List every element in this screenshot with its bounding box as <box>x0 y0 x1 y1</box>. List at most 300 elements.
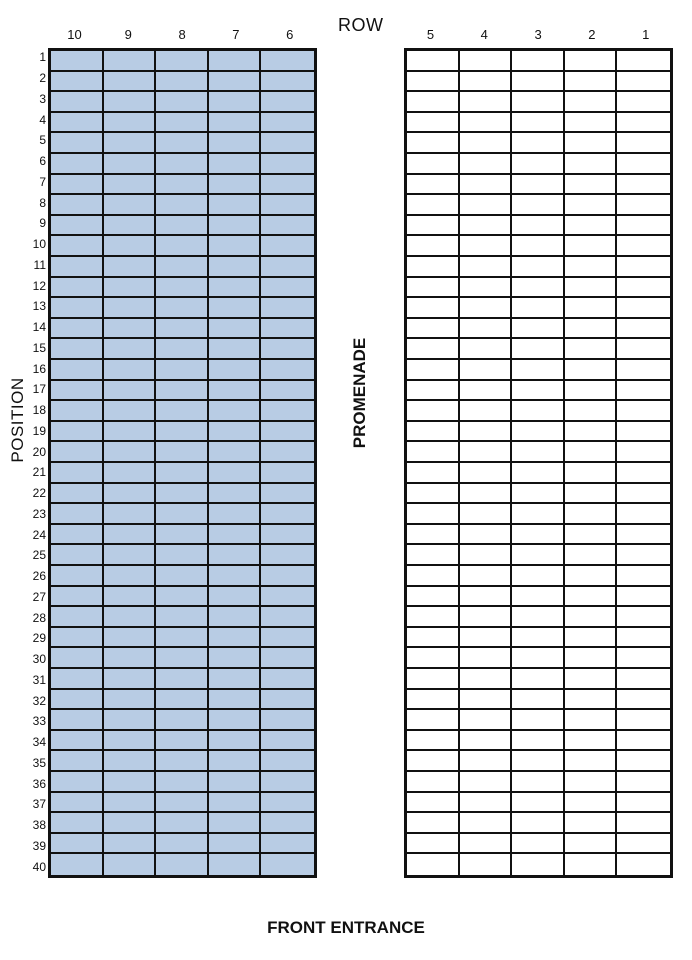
position-number-21: 21 <box>32 465 46 480</box>
seat-cell-right-row-4-pos-36 <box>460 772 513 793</box>
seat-cell-right-row-3-pos-19 <box>512 422 565 443</box>
seat-cell-right-row-3-pos-22 <box>512 484 565 505</box>
seat-cell-left-row-10-pos-11 <box>51 257 104 278</box>
seat-cell-left-row-6-pos-4 <box>261 113 314 134</box>
seat-cell-right-row-2-pos-23 <box>565 504 618 525</box>
seat-cell-right-row-3-pos-17 <box>512 381 565 402</box>
seat-cell-right-row-5-pos-8 <box>407 195 460 216</box>
seat-cell-left-row-6-pos-14 <box>261 319 314 340</box>
seat-cell-right-row-4-pos-9 <box>460 216 513 237</box>
seat-cell-right-row-1-pos-33 <box>617 710 670 731</box>
seat-cell-left-row-7-pos-37 <box>209 793 262 814</box>
seat-cell-right-row-1-pos-31 <box>617 669 670 690</box>
column-label-2: 2 <box>588 27 596 42</box>
seat-cell-left-row-6-pos-3 <box>261 92 314 113</box>
column-label-1: 1 <box>642 27 650 42</box>
seat-cell-right-row-3-pos-3 <box>512 92 565 113</box>
position-number-36: 36 <box>32 776 46 791</box>
seat-cell-right-row-2-pos-22 <box>565 484 618 505</box>
seat-cell-left-row-9-pos-35 <box>104 751 157 772</box>
seat-cell-right-row-1-pos-24 <box>617 525 670 546</box>
seat-cell-right-row-5-pos-27 <box>407 587 460 608</box>
seat-cell-right-row-2-pos-13 <box>565 298 618 319</box>
seat-cell-left-row-8-pos-12 <box>156 278 209 299</box>
seat-cell-right-row-1-pos-40 <box>617 854 670 875</box>
position-number-30: 30 <box>32 652 46 667</box>
column-label-4: 4 <box>480 27 488 42</box>
seat-cell-left-row-8-pos-38 <box>156 813 209 834</box>
seat-cell-right-row-2-pos-24 <box>565 525 618 546</box>
column-label-6: 6 <box>286 27 294 42</box>
seat-cell-right-row-5-pos-28 <box>407 607 460 628</box>
seat-cell-left-row-6-pos-30 <box>261 648 314 669</box>
seat-cell-right-row-4-pos-26 <box>460 566 513 587</box>
seat-cell-right-row-1-pos-12 <box>617 278 670 299</box>
seat-cell-left-row-7-pos-40 <box>209 854 262 875</box>
seat-cell-right-row-5-pos-7 <box>407 175 460 196</box>
position-number-14: 14 <box>32 320 46 335</box>
seat-cell-right-row-3-pos-26 <box>512 566 565 587</box>
position-number-35: 35 <box>32 755 46 770</box>
seat-cell-left-row-10-pos-21 <box>51 463 104 484</box>
seat-cell-right-row-4-pos-33 <box>460 710 513 731</box>
seat-cell-right-row-1-pos-25 <box>617 545 670 566</box>
seat-cell-right-row-4-pos-18 <box>460 401 513 422</box>
seat-cell-left-row-9-pos-4 <box>104 113 157 134</box>
seat-cell-left-row-10-pos-23 <box>51 504 104 525</box>
seat-cell-left-row-6-pos-38 <box>261 813 314 834</box>
seat-cell-left-row-10-pos-20 <box>51 442 104 463</box>
seat-cell-right-row-2-pos-2 <box>565 72 618 93</box>
seat-cell-left-row-6-pos-19 <box>261 422 314 443</box>
seat-cell-right-row-5-pos-40 <box>407 854 460 875</box>
seat-cell-right-row-5-pos-21 <box>407 463 460 484</box>
seat-cell-left-row-10-pos-38 <box>51 813 104 834</box>
seat-cell-right-row-5-pos-4 <box>407 113 460 134</box>
seat-cell-left-row-9-pos-28 <box>104 607 157 628</box>
position-number-6: 6 <box>39 154 46 169</box>
seat-cell-right-row-3-pos-10 <box>512 236 565 257</box>
seat-cell-left-row-7-pos-39 <box>209 834 262 855</box>
seat-cell-left-row-6-pos-28 <box>261 607 314 628</box>
seat-cell-right-row-2-pos-1 <box>565 51 618 72</box>
seat-cell-right-row-1-pos-7 <box>617 175 670 196</box>
seat-cell-left-row-7-pos-19 <box>209 422 262 443</box>
seat-cell-right-row-2-pos-27 <box>565 587 618 608</box>
seat-cell-left-row-7-pos-30 <box>209 648 262 669</box>
seat-cell-left-row-7-pos-9 <box>209 216 262 237</box>
seat-cell-right-row-1-pos-21 <box>617 463 670 484</box>
seat-cell-right-row-3-pos-20 <box>512 442 565 463</box>
seat-cell-left-row-7-pos-20 <box>209 442 262 463</box>
seat-cell-left-row-8-pos-33 <box>156 710 209 731</box>
seat-cell-left-row-10-pos-17 <box>51 381 104 402</box>
seat-cell-right-row-2-pos-25 <box>565 545 618 566</box>
seat-cell-right-row-3-pos-24 <box>512 525 565 546</box>
seat-cell-left-row-10-pos-22 <box>51 484 104 505</box>
seat-cell-left-row-10-pos-15 <box>51 339 104 360</box>
seat-cell-right-row-1-pos-26 <box>617 566 670 587</box>
seat-cell-right-row-1-pos-18 <box>617 401 670 422</box>
seat-cell-left-row-8-pos-39 <box>156 834 209 855</box>
seat-cell-right-row-3-pos-25 <box>512 545 565 566</box>
seat-cell-right-row-2-pos-39 <box>565 834 618 855</box>
seat-cell-right-row-1-pos-27 <box>617 587 670 608</box>
seat-cell-right-row-4-pos-21 <box>460 463 513 484</box>
seat-cell-left-row-7-pos-5 <box>209 133 262 154</box>
seat-cell-left-row-8-pos-19 <box>156 422 209 443</box>
seat-cell-left-row-7-pos-16 <box>209 360 262 381</box>
seating-grid-right <box>404 48 673 878</box>
seat-cell-left-row-7-pos-11 <box>209 257 262 278</box>
seat-cell-right-row-2-pos-7 <box>565 175 618 196</box>
seat-cell-right-row-5-pos-6 <box>407 154 460 175</box>
seat-cell-left-row-9-pos-19 <box>104 422 157 443</box>
seat-cell-right-row-5-pos-31 <box>407 669 460 690</box>
seat-cell-left-row-8-pos-23 <box>156 504 209 525</box>
seat-cell-left-row-10-pos-36 <box>51 772 104 793</box>
seat-cell-right-row-5-pos-36 <box>407 772 460 793</box>
seat-cell-right-row-5-pos-37 <box>407 793 460 814</box>
seat-cell-right-row-1-pos-38 <box>617 813 670 834</box>
seat-cell-right-row-2-pos-40 <box>565 854 618 875</box>
seat-cell-left-row-6-pos-26 <box>261 566 314 587</box>
seat-cell-left-row-8-pos-24 <box>156 525 209 546</box>
seat-cell-left-row-9-pos-37 <box>104 793 157 814</box>
seat-cell-left-row-9-pos-20 <box>104 442 157 463</box>
seat-cell-right-row-3-pos-9 <box>512 216 565 237</box>
seat-cell-left-row-6-pos-16 <box>261 360 314 381</box>
position-number-28: 28 <box>32 610 46 625</box>
seat-cell-left-row-7-pos-35 <box>209 751 262 772</box>
seat-cell-right-row-1-pos-39 <box>617 834 670 855</box>
seat-cell-left-row-9-pos-32 <box>104 690 157 711</box>
seat-cell-right-row-2-pos-31 <box>565 669 618 690</box>
seat-cell-left-row-10-pos-26 <box>51 566 104 587</box>
position-number-17: 17 <box>32 382 46 397</box>
seat-cell-right-row-1-pos-9 <box>617 216 670 237</box>
seat-cell-left-row-7-pos-18 <box>209 401 262 422</box>
seat-cell-left-row-9-pos-22 <box>104 484 157 505</box>
seat-cell-left-row-6-pos-37 <box>261 793 314 814</box>
seat-cell-left-row-10-pos-2 <box>51 72 104 93</box>
seat-cell-left-row-6-pos-40 <box>261 854 314 875</box>
seat-cell-left-row-8-pos-31 <box>156 669 209 690</box>
seat-cell-left-row-8-pos-37 <box>156 793 209 814</box>
seat-cell-right-row-1-pos-4 <box>617 113 670 134</box>
seat-cell-left-row-7-pos-36 <box>209 772 262 793</box>
seat-cell-right-row-3-pos-6 <box>512 154 565 175</box>
seat-cell-left-row-9-pos-34 <box>104 731 157 752</box>
seat-cell-right-row-3-pos-14 <box>512 319 565 340</box>
seat-cell-left-row-6-pos-6 <box>261 154 314 175</box>
seat-cell-left-row-10-pos-1 <box>51 51 104 72</box>
seat-cell-right-row-3-pos-7 <box>512 175 565 196</box>
seat-cell-right-row-4-pos-2 <box>460 72 513 93</box>
seat-cell-right-row-1-pos-36 <box>617 772 670 793</box>
seat-cell-left-row-10-pos-7 <box>51 175 104 196</box>
seat-cell-right-row-1-pos-37 <box>617 793 670 814</box>
seat-cell-left-row-9-pos-9 <box>104 216 157 237</box>
position-number-24: 24 <box>32 527 46 542</box>
seat-cell-left-row-10-pos-13 <box>51 298 104 319</box>
seat-cell-right-row-4-pos-31 <box>460 669 513 690</box>
seat-cell-left-row-7-pos-25 <box>209 545 262 566</box>
seat-cell-left-row-7-pos-10 <box>209 236 262 257</box>
seat-cell-left-row-10-pos-29 <box>51 628 104 649</box>
seat-cell-left-row-8-pos-1 <box>156 51 209 72</box>
seat-cell-right-row-3-pos-1 <box>512 51 565 72</box>
seat-cell-right-row-4-pos-3 <box>460 92 513 113</box>
seat-cell-right-row-2-pos-3 <box>565 92 618 113</box>
seat-cell-right-row-4-pos-24 <box>460 525 513 546</box>
seat-cell-left-row-7-pos-6 <box>209 154 262 175</box>
seat-cell-right-row-2-pos-34 <box>565 731 618 752</box>
seat-cell-right-row-2-pos-16 <box>565 360 618 381</box>
seat-cell-right-row-2-pos-12 <box>565 278 618 299</box>
seat-cell-right-row-5-pos-30 <box>407 648 460 669</box>
seat-cell-left-row-9-pos-33 <box>104 710 157 731</box>
seat-cell-right-row-3-pos-32 <box>512 690 565 711</box>
seat-cell-right-row-3-pos-37 <box>512 793 565 814</box>
seat-cell-right-row-1-pos-6 <box>617 154 670 175</box>
seat-cell-left-row-9-pos-3 <box>104 92 157 113</box>
seat-cell-left-row-10-pos-3 <box>51 92 104 113</box>
seat-cell-left-row-7-pos-34 <box>209 731 262 752</box>
seat-cell-left-row-7-pos-32 <box>209 690 262 711</box>
seat-cell-left-row-6-pos-18 <box>261 401 314 422</box>
seat-cell-right-row-5-pos-16 <box>407 360 460 381</box>
seat-cell-right-row-4-pos-19 <box>460 422 513 443</box>
seat-cell-left-row-10-pos-37 <box>51 793 104 814</box>
seat-cell-right-row-3-pos-29 <box>512 628 565 649</box>
seat-cell-right-row-5-pos-38 <box>407 813 460 834</box>
seat-cell-right-row-2-pos-10 <box>565 236 618 257</box>
seat-cell-right-row-1-pos-29 <box>617 628 670 649</box>
seat-cell-left-row-8-pos-21 <box>156 463 209 484</box>
seat-cell-right-row-3-pos-11 <box>512 257 565 278</box>
seat-cell-left-row-7-pos-21 <box>209 463 262 484</box>
seat-cell-left-row-7-pos-38 <box>209 813 262 834</box>
seat-cell-right-row-3-pos-31 <box>512 669 565 690</box>
seat-cell-left-row-10-pos-30 <box>51 648 104 669</box>
seat-cell-right-row-5-pos-39 <box>407 834 460 855</box>
seat-cell-left-row-8-pos-22 <box>156 484 209 505</box>
front-entrance-label: FRONT ENTRANCE <box>267 918 425 937</box>
seat-cell-right-row-3-pos-21 <box>512 463 565 484</box>
seat-cell-right-row-4-pos-11 <box>460 257 513 278</box>
seat-cell-left-row-10-pos-19 <box>51 422 104 443</box>
seat-cell-left-row-8-pos-14 <box>156 319 209 340</box>
seat-cell-right-row-4-pos-17 <box>460 381 513 402</box>
position-number-4: 4 <box>39 112 46 127</box>
seat-cell-left-row-8-pos-18 <box>156 401 209 422</box>
seat-cell-right-row-2-pos-37 <box>565 793 618 814</box>
position-number-8: 8 <box>39 195 46 210</box>
position-axis-label: POSITION <box>8 377 27 463</box>
seat-cell-right-row-2-pos-15 <box>565 339 618 360</box>
seat-cell-left-row-6-pos-7 <box>261 175 314 196</box>
seat-cell-right-row-4-pos-40 <box>460 854 513 875</box>
seat-cell-left-row-10-pos-5 <box>51 133 104 154</box>
seat-cell-right-row-3-pos-4 <box>512 113 565 134</box>
position-number-18: 18 <box>32 403 46 418</box>
seat-cell-right-row-1-pos-23 <box>617 504 670 525</box>
seat-cell-right-row-1-pos-17 <box>617 381 670 402</box>
seat-cell-right-row-2-pos-36 <box>565 772 618 793</box>
seat-cell-left-row-9-pos-26 <box>104 566 157 587</box>
seat-cell-right-row-2-pos-18 <box>565 401 618 422</box>
seat-cell-right-row-5-pos-1 <box>407 51 460 72</box>
seat-cell-left-row-7-pos-13 <box>209 298 262 319</box>
seat-cell-right-row-5-pos-18 <box>407 401 460 422</box>
seat-cell-left-row-9-pos-7 <box>104 175 157 196</box>
seat-cell-left-row-7-pos-17 <box>209 381 262 402</box>
seat-cell-left-row-8-pos-9 <box>156 216 209 237</box>
seat-cell-right-row-4-pos-8 <box>460 195 513 216</box>
seat-cell-right-row-2-pos-20 <box>565 442 618 463</box>
seat-cell-left-row-7-pos-22 <box>209 484 262 505</box>
seat-cell-right-row-4-pos-6 <box>460 154 513 175</box>
seat-cell-left-row-9-pos-11 <box>104 257 157 278</box>
seat-cell-left-row-6-pos-5 <box>261 133 314 154</box>
seat-cell-right-row-5-pos-13 <box>407 298 460 319</box>
seat-cell-right-row-3-pos-33 <box>512 710 565 731</box>
seat-cell-right-row-4-pos-7 <box>460 175 513 196</box>
seat-cell-right-row-1-pos-2 <box>617 72 670 93</box>
position-number-31: 31 <box>32 672 46 687</box>
seat-cell-right-row-5-pos-24 <box>407 525 460 546</box>
position-number-13: 13 <box>32 299 46 314</box>
seat-cell-right-row-2-pos-26 <box>565 566 618 587</box>
column-label-9: 9 <box>124 27 132 42</box>
seat-cell-left-row-7-pos-31 <box>209 669 262 690</box>
seat-cell-right-row-1-pos-11 <box>617 257 670 278</box>
seat-cell-left-row-6-pos-32 <box>261 690 314 711</box>
seat-cell-left-row-7-pos-1 <box>209 51 262 72</box>
seat-cell-right-row-3-pos-2 <box>512 72 565 93</box>
seat-cell-right-row-4-pos-25 <box>460 545 513 566</box>
seat-cell-left-row-7-pos-7 <box>209 175 262 196</box>
seat-cell-left-row-7-pos-26 <box>209 566 262 587</box>
position-number-15: 15 <box>32 340 46 355</box>
seat-cell-right-row-1-pos-8 <box>617 195 670 216</box>
seat-cell-right-row-4-pos-30 <box>460 648 513 669</box>
seat-cell-right-row-4-pos-38 <box>460 813 513 834</box>
column-label-8: 8 <box>178 27 186 42</box>
seat-cell-right-row-4-pos-13 <box>460 298 513 319</box>
seat-cell-right-row-3-pos-12 <box>512 278 565 299</box>
seat-cell-left-row-7-pos-4 <box>209 113 262 134</box>
seat-cell-right-row-2-pos-30 <box>565 648 618 669</box>
seat-cell-left-row-10-pos-14 <box>51 319 104 340</box>
seat-cell-left-row-8-pos-28 <box>156 607 209 628</box>
seat-cell-left-row-6-pos-9 <box>261 216 314 237</box>
seat-cell-right-row-1-pos-19 <box>617 422 670 443</box>
seat-cell-left-row-7-pos-29 <box>209 628 262 649</box>
seat-cell-left-row-9-pos-6 <box>104 154 157 175</box>
seat-cell-right-row-1-pos-30 <box>617 648 670 669</box>
seat-cell-right-row-3-pos-18 <box>512 401 565 422</box>
seat-cell-left-row-10-pos-10 <box>51 236 104 257</box>
seat-cell-right-row-3-pos-35 <box>512 751 565 772</box>
position-number-23: 23 <box>32 506 46 521</box>
seat-cell-left-row-10-pos-8 <box>51 195 104 216</box>
seat-cell-right-row-4-pos-37 <box>460 793 513 814</box>
seat-cell-right-row-5-pos-22 <box>407 484 460 505</box>
seat-cell-right-row-3-pos-40 <box>512 854 565 875</box>
seat-cell-left-row-9-pos-39 <box>104 834 157 855</box>
seat-cell-left-row-6-pos-27 <box>261 587 314 608</box>
position-number-29: 29 <box>32 631 46 646</box>
position-number-40: 40 <box>32 859 46 874</box>
seat-cell-left-row-9-pos-2 <box>104 72 157 93</box>
seat-cell-left-row-8-pos-35 <box>156 751 209 772</box>
seat-cell-left-row-6-pos-17 <box>261 381 314 402</box>
seat-cell-left-row-8-pos-40 <box>156 854 209 875</box>
seat-cell-left-row-8-pos-25 <box>156 545 209 566</box>
seat-cell-left-row-10-pos-35 <box>51 751 104 772</box>
position-number-34: 34 <box>32 735 46 750</box>
seat-cell-right-row-4-pos-28 <box>460 607 513 628</box>
seat-cell-left-row-9-pos-15 <box>104 339 157 360</box>
seat-cell-left-row-7-pos-2 <box>209 72 262 93</box>
seat-cell-right-row-2-pos-21 <box>565 463 618 484</box>
seat-cell-left-row-6-pos-39 <box>261 834 314 855</box>
seat-cell-left-row-6-pos-11 <box>261 257 314 278</box>
seat-cell-right-row-5-pos-11 <box>407 257 460 278</box>
seat-cell-right-row-3-pos-30 <box>512 648 565 669</box>
seat-cell-left-row-6-pos-22 <box>261 484 314 505</box>
seat-cell-left-row-7-pos-12 <box>209 278 262 299</box>
position-number-2: 2 <box>39 71 46 86</box>
seat-cell-right-row-1-pos-20 <box>617 442 670 463</box>
seat-cell-left-row-9-pos-17 <box>104 381 157 402</box>
seat-cell-right-row-2-pos-35 <box>565 751 618 772</box>
position-number-12: 12 <box>32 278 46 293</box>
seat-cell-left-row-8-pos-10 <box>156 236 209 257</box>
seat-cell-left-row-9-pos-10 <box>104 236 157 257</box>
seat-cell-left-row-6-pos-10 <box>261 236 314 257</box>
position-number-19: 19 <box>32 423 46 438</box>
seat-cell-left-row-6-pos-33 <box>261 710 314 731</box>
seat-cell-right-row-3-pos-28 <box>512 607 565 628</box>
position-number-22: 22 <box>32 486 46 501</box>
seat-cell-left-row-9-pos-12 <box>104 278 157 299</box>
seat-cell-right-row-1-pos-14 <box>617 319 670 340</box>
seat-cell-right-row-2-pos-19 <box>565 422 618 443</box>
seat-cell-left-row-8-pos-6 <box>156 154 209 175</box>
seat-cell-left-row-8-pos-34 <box>156 731 209 752</box>
seat-cell-right-row-4-pos-16 <box>460 360 513 381</box>
seat-cell-right-row-3-pos-36 <box>512 772 565 793</box>
seat-cell-left-row-7-pos-8 <box>209 195 262 216</box>
seat-cell-right-row-3-pos-27 <box>512 587 565 608</box>
seat-cell-right-row-4-pos-20 <box>460 442 513 463</box>
seat-cell-left-row-8-pos-36 <box>156 772 209 793</box>
seat-cell-right-row-2-pos-38 <box>565 813 618 834</box>
seating-grid-left <box>48 48 317 878</box>
seat-cell-left-row-8-pos-3 <box>156 92 209 113</box>
seat-cell-right-row-3-pos-16 <box>512 360 565 381</box>
seat-cell-left-row-10-pos-4 <box>51 113 104 134</box>
seat-cell-left-row-6-pos-13 <box>261 298 314 319</box>
seat-cell-right-row-2-pos-6 <box>565 154 618 175</box>
seat-cell-left-row-9-pos-21 <box>104 463 157 484</box>
seat-cell-left-row-9-pos-27 <box>104 587 157 608</box>
seat-cell-right-row-4-pos-10 <box>460 236 513 257</box>
seat-cell-left-row-6-pos-29 <box>261 628 314 649</box>
